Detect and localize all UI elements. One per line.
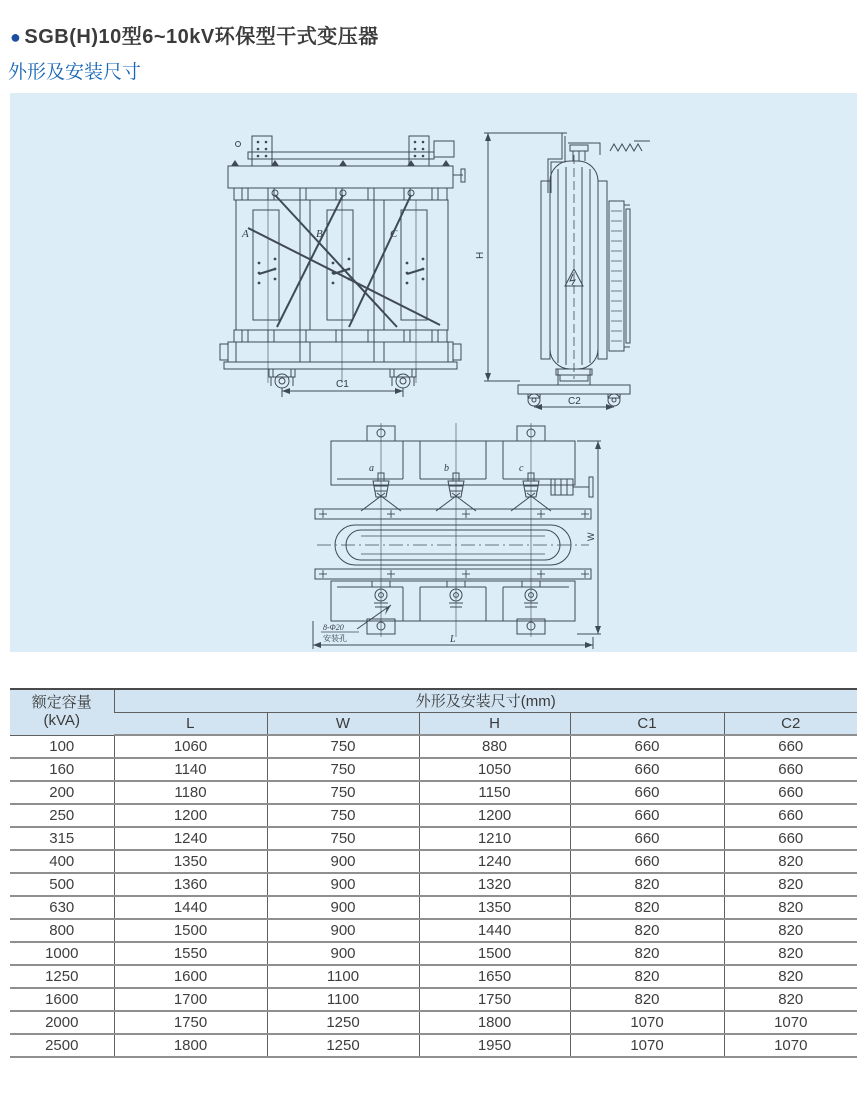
dimension-cell: 1100 <box>267 965 419 988</box>
dimension-cell: 1240 <box>419 850 570 873</box>
dimension-cell: 1070 <box>724 1011 857 1034</box>
table-row <box>10 1011 857 1034</box>
dim-c1-label: C1 <box>336 379 349 390</box>
dimension-cell: 1060 <box>114 735 267 758</box>
capacity-cell: 400 <box>10 850 114 873</box>
table-row <box>10 850 857 873</box>
dimension-cell: 660 <box>570 827 724 850</box>
dimension-cell: 820 <box>724 988 857 1011</box>
dimension-cell: 660 <box>570 758 724 781</box>
dimension-cell: 1600 <box>114 965 267 988</box>
table-row <box>10 896 857 919</box>
capacity-cell: 630 <box>10 896 114 919</box>
capacity-cell: 315 <box>10 827 114 850</box>
dimension-cell: 820 <box>724 850 857 873</box>
dimension-cell: 900 <box>267 942 419 965</box>
dimension-cell: 1750 <box>114 1011 267 1034</box>
column-header-c2: C2 <box>724 712 857 735</box>
capacity-cell: 100 <box>10 735 114 758</box>
dimension-cell: 660 <box>570 781 724 804</box>
dimension-cell: 750 <box>267 735 419 758</box>
capacity-header <box>10 689 114 735</box>
dimension-cell: 1700 <box>114 988 267 1011</box>
terminal-c-label: c <box>519 463 524 474</box>
dimension-cell: 1650 <box>419 965 570 988</box>
dimension-cell: 1500 <box>114 919 267 942</box>
dimension-cell: 1240 <box>114 827 267 850</box>
dimension-table-body <box>10 735 857 1057</box>
table-row <box>10 827 857 850</box>
table-row <box>10 781 857 804</box>
dimension-cell: 820 <box>724 965 857 988</box>
table-row <box>10 804 857 827</box>
dimension-cell: 660 <box>724 781 857 804</box>
dim-w-label: W <box>586 532 596 541</box>
dimension-cell: 820 <box>724 942 857 965</box>
dimension-cell: 1750 <box>419 988 570 1011</box>
table-row <box>10 988 857 1011</box>
dimension-table <box>10 688 857 1058</box>
dimension-cell: 1180 <box>114 781 267 804</box>
dimension-cell: 660 <box>724 735 857 758</box>
dimension-cell: 660 <box>724 827 857 850</box>
dimension-cell: 820 <box>724 873 857 896</box>
page-title <box>10 20 379 49</box>
dimension-cell: 1500 <box>419 942 570 965</box>
dimension-cell: 750 <box>267 827 419 850</box>
dimension-cell: 1250 <box>267 1034 419 1057</box>
dimension-cell: 750 <box>267 781 419 804</box>
dimension-cell: 1360 <box>114 873 267 896</box>
capacity-cell: 2000 <box>10 1011 114 1034</box>
dimension-cell: 1150 <box>419 781 570 804</box>
column-header-w: W <box>267 712 419 735</box>
dimension-cell: 1100 <box>267 988 419 1011</box>
capacity-cell: 250 <box>10 804 114 827</box>
column-header-c1: C1 <box>570 712 724 735</box>
dimension-cell: 900 <box>267 850 419 873</box>
dimension-cell: 1950 <box>419 1034 570 1057</box>
terminal-b-label: b <box>444 463 449 474</box>
capacity-header-unit: (kVA) <box>43 712 80 730</box>
dimension-cell: 820 <box>570 919 724 942</box>
table-row <box>10 965 857 988</box>
vent-hole-mark <box>236 142 241 147</box>
dimension-cell: 1800 <box>114 1034 267 1057</box>
dimension-cell: 820 <box>724 919 857 942</box>
capacity-header-text: 额定容量 <box>31 693 92 711</box>
side-view-drawing <box>472 119 672 411</box>
dimension-cell: 660 <box>570 850 724 873</box>
dimension-cell: 880 <box>419 735 570 758</box>
dimension-cell: 1550 <box>114 942 267 965</box>
front-view-drawing <box>218 133 463 405</box>
title-bullet-icon: ● <box>10 27 22 47</box>
capacity-cell: 1000 <box>10 942 114 965</box>
dimension-cell: 1070 <box>570 1011 724 1034</box>
dimension-cell: 820 <box>570 965 724 988</box>
capacity-cell: 200 <box>10 781 114 804</box>
terminal-a-label: a <box>369 463 374 474</box>
dimension-cell: 820 <box>570 988 724 1011</box>
dimension-cell: 1440 <box>114 896 267 919</box>
table-row <box>10 1034 857 1057</box>
column-header-h: H <box>419 712 570 735</box>
dimension-cell: 1140 <box>114 758 267 781</box>
phase-c-label: C <box>390 228 398 240</box>
table-row <box>10 873 857 896</box>
column-header-l: L <box>114 712 267 735</box>
dimension-cell: 750 <box>267 804 419 827</box>
dimension-cell: 820 <box>570 873 724 896</box>
dimension-cell: 1070 <box>724 1034 857 1057</box>
phase-b-label: B <box>316 228 323 240</box>
group-header: 外形及安装尺寸(mm) <box>114 689 857 712</box>
dimension-cell: 900 <box>267 873 419 896</box>
dimension-cell: 1210 <box>419 827 570 850</box>
dimension-cell: 1440 <box>419 919 570 942</box>
hole-note-line2: 安装孔 <box>323 634 347 643</box>
dimension-cell: 660 <box>724 804 857 827</box>
table-row <box>10 735 857 758</box>
dimension-cell: 1320 <box>419 873 570 896</box>
capacity-cell: 2500 <box>10 1034 114 1057</box>
dimension-cell: 1350 <box>419 896 570 919</box>
dimension-cell: 900 <box>267 919 419 942</box>
dimension-cell: 900 <box>267 896 419 919</box>
dimension-cell: 1800 <box>419 1011 570 1034</box>
dimension-cell: 1250 <box>267 1011 419 1034</box>
dimension-cell: 750 <box>267 758 419 781</box>
page-title-text: SGB(H)10型6~10kV环保型干式变压器 <box>24 26 379 48</box>
dimension-cell: 660 <box>724 758 857 781</box>
dimension-cell: 660 <box>570 804 724 827</box>
dimension-cell: 820 <box>724 896 857 919</box>
dimension-cell: 1070 <box>570 1034 724 1057</box>
dimension-cell: 660 <box>570 735 724 758</box>
capacity-cell: 500 <box>10 873 114 896</box>
dim-c2-label: C2 <box>568 396 581 407</box>
drawing-panel <box>10 93 857 652</box>
dim-h-label: H <box>475 251 486 259</box>
capacity-cell: 1250 <box>10 965 114 988</box>
capacity-cell: 800 <box>10 919 114 942</box>
dimension-cell: 820 <box>570 896 724 919</box>
top-view-drawing <box>303 423 603 651</box>
capacity-cell: 1600 <box>10 988 114 1011</box>
hole-note-line1: 8-Φ20 <box>323 623 344 632</box>
capacity-cell: 160 <box>10 758 114 781</box>
table-row <box>10 758 857 781</box>
dimension-cell: 1200 <box>114 804 267 827</box>
table-row <box>10 919 857 942</box>
dimension-cell: 1350 <box>114 850 267 873</box>
phase-a-label: A <box>242 228 249 240</box>
dimension-cell: 1200 <box>419 804 570 827</box>
table-row <box>10 942 857 965</box>
dim-l-label: L <box>450 634 456 645</box>
dimension-cell: 820 <box>570 942 724 965</box>
section-title: 外形及安装尺寸 <box>8 62 142 83</box>
dimension-cell: 1050 <box>419 758 570 781</box>
